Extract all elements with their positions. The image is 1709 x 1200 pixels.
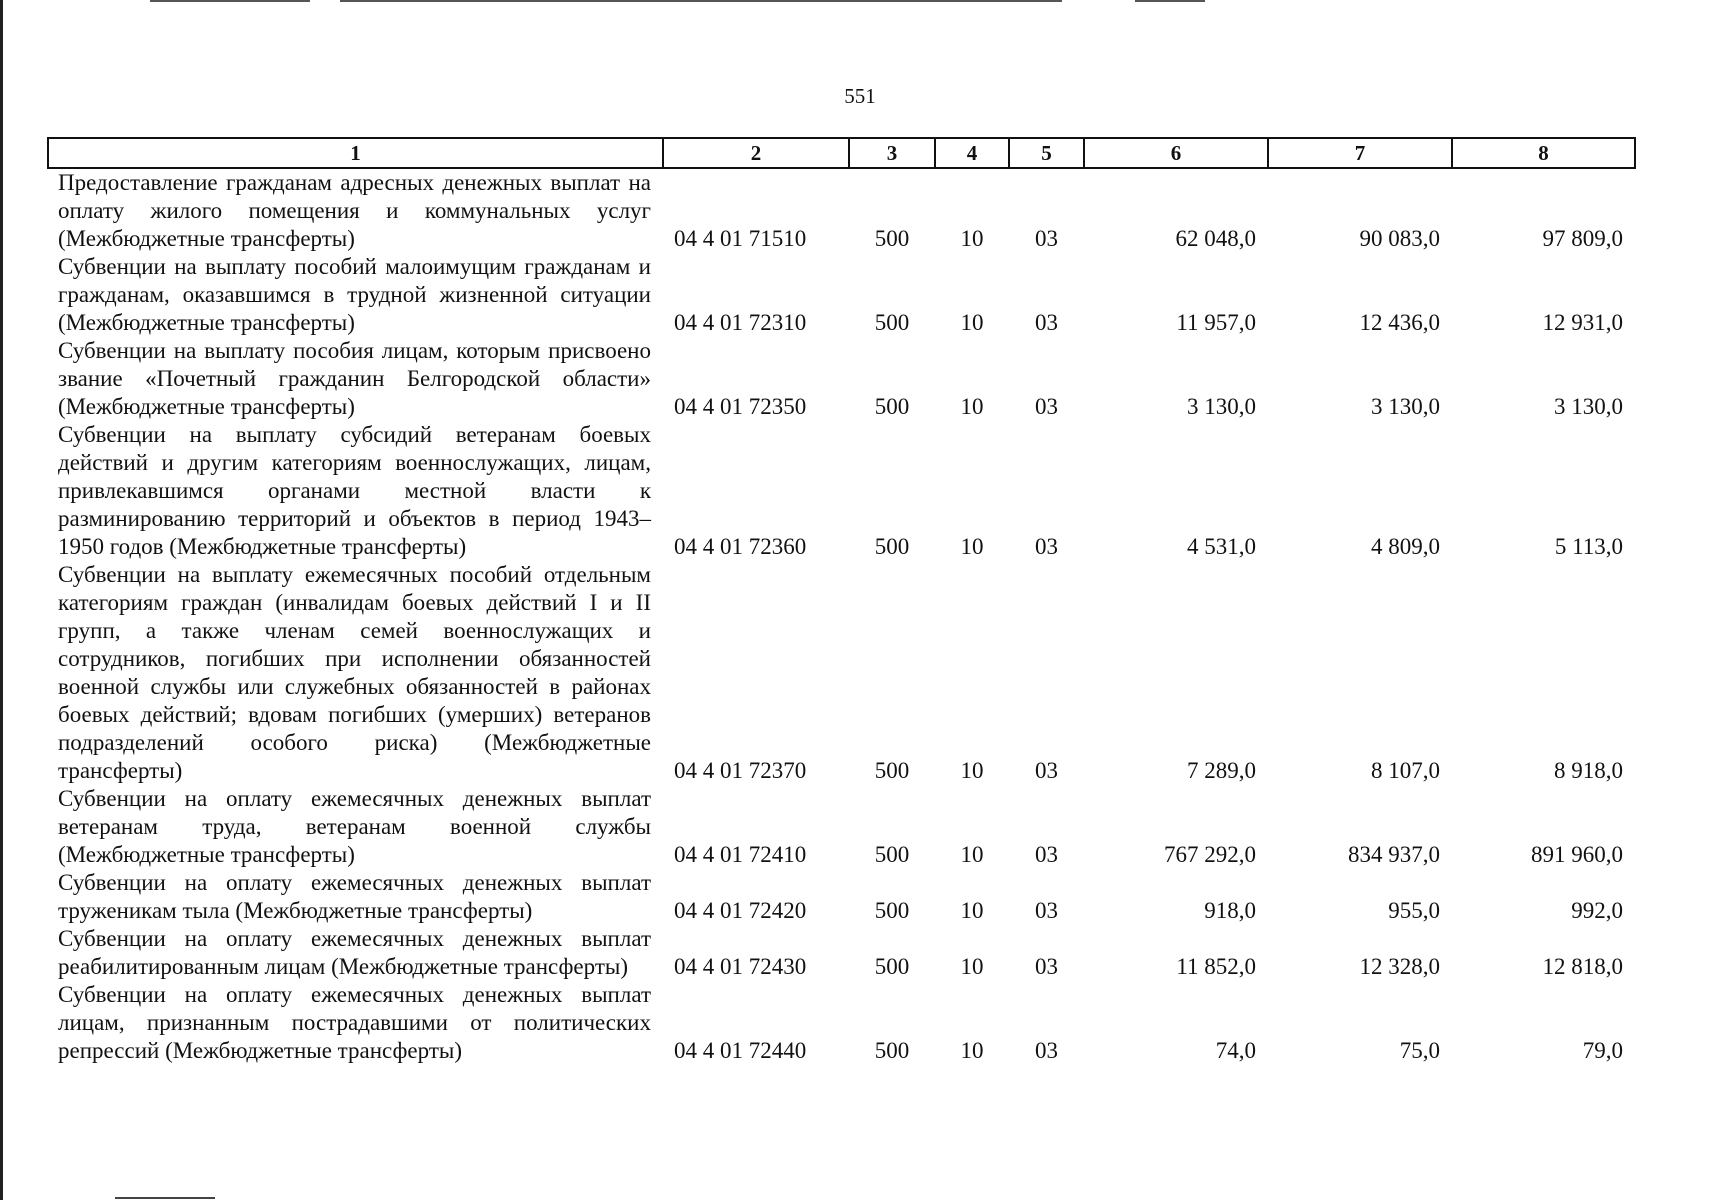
target-article-code: 04 4 01 72370	[674, 758, 807, 783]
subsection-code: 03	[1035, 534, 1058, 559]
amount-column-8: 992,0	[1571, 898, 1623, 923]
amount-column-6: 918,0	[1204, 898, 1256, 923]
amount-column-6: 4 531,0	[1187, 534, 1256, 559]
amount-column-6: 11 852,0	[1176, 954, 1256, 979]
expense-type-code: 500	[874, 534, 910, 559]
expense-type-code: 500	[874, 226, 910, 251]
amount-column-8: 8 918,0	[1554, 758, 1623, 783]
table-row	[48, 421, 1635, 561]
column-header: 6	[1084, 138, 1268, 168]
table-row	[48, 561, 1635, 785]
amount-column-8: 12 818,0	[1542, 954, 1623, 979]
row-description: Субвенции на выплату субсидий ветеранам боевых действий и другим категориям военнослужащих, лицам, привлекавшимся органами местной власти к разминированию территорий и объектов в период 1943–1950 годов (Межбюджетные трансферты)	[58, 422, 651, 559]
scan-bottom-mark	[115, 1197, 215, 1199]
expense-type-code: 500	[874, 954, 910, 979]
subsection-code: 03	[1035, 898, 1058, 923]
column-header: 7	[1268, 138, 1452, 168]
amount-column-6: 767 292,0	[1164, 842, 1256, 867]
amount-column-7: 834 937,0	[1348, 842, 1440, 867]
amount-column-6: 3 130,0	[1187, 394, 1256, 419]
row-description: Субвенции на выплату ежемесячных пособий отдельным категориям граждан (инвалидам боевых действий I и II групп, а также членам семей военнослужащих и сотрудников, погибших при исполнении обязанностей военной службы или служебных обязанностей в районах боевых действий; вдовам погибших (умерших) ветеранов подразделений особого риска) (Межбюджетные трансферты)	[58, 562, 651, 783]
row-description: Субвенции на выплату пособий малоимущим гражданам и гражданам, оказавшимся в трудной жизненной ситуации (Межбюджетные трансферты)	[58, 254, 651, 335]
amount-column-8: 3 130,0	[1554, 394, 1623, 419]
column-header: 2	[663, 138, 849, 168]
column-header: 3	[849, 138, 935, 168]
amount-column-6: 62 048,0	[1175, 226, 1256, 251]
scan-top-line-middle	[340, 0, 1062, 2]
table-row	[48, 869, 1635, 925]
amount-column-7: 12 328,0	[1359, 954, 1440, 979]
table-row	[48, 337, 1635, 421]
section-code: 10	[960, 898, 984, 923]
subsection-code: 03	[1035, 394, 1058, 419]
row-description: Субвенции на выплату пособия лицам, которым присвоено звание «Почетный гражданин Белгородской области» (Межбюджетные трансферты)	[58, 338, 651, 419]
table-row	[48, 785, 1635, 869]
amount-column-7: 75,0	[1399, 1038, 1440, 1063]
table-header-row	[48, 138, 1635, 168]
scan-top-line-right	[1135, 0, 1205, 2]
row-description: Субвенции на оплату ежемесячных денежных выплат лицам, признанным пострадавшими от политических репрессий (Межбюджетные трансферты)	[58, 982, 651, 1063]
amount-column-7: 3 130,0	[1371, 394, 1440, 419]
amount-column-8: 79,0	[1582, 1038, 1623, 1063]
scan-left-edge	[0, 0, 3, 1200]
column-header: 1	[48, 138, 663, 168]
subsection-code: 03	[1035, 758, 1058, 783]
section-code: 10	[960, 394, 984, 419]
page-number: 551	[844, 84, 876, 108]
target-article-code: 04 4 01 72350	[674, 394, 807, 419]
target-article-code: 04 4 01 72310	[674, 310, 807, 335]
amount-column-7: 4 809,0	[1371, 534, 1440, 559]
expense-type-code: 500	[874, 310, 910, 335]
target-article-code: 04 4 01 72410	[674, 842, 807, 867]
section-code: 10	[960, 842, 984, 867]
table-row	[48, 925, 1635, 981]
amount-column-7: 90 083,0	[1359, 226, 1440, 251]
row-description: Субвенции на оплату ежемесячных денежных выплат ветеранам труда, ветеранам военной службы (Межбюджетные трансферты)	[58, 786, 651, 867]
amount-column-7: 8 107,0	[1371, 758, 1440, 783]
table-row	[48, 168, 1635, 253]
subsection-code: 03	[1035, 226, 1058, 251]
section-code: 10	[960, 534, 984, 559]
column-header: 8	[1452, 138, 1635, 168]
amount-column-6: 7 289,0	[1187, 758, 1256, 783]
row-description: Субвенции на оплату ежемесячных денежных выплат реабилитированным лицам (Межбюджетные трансферты)	[58, 926, 651, 979]
amount-column-6: 74,0	[1215, 1038, 1256, 1063]
section-code: 10	[960, 226, 984, 251]
amount-column-8: 12 931,0	[1542, 310, 1623, 335]
expense-type-code: 500	[874, 1038, 910, 1063]
amount-column-7: 955,0	[1388, 898, 1440, 923]
expense-type-code: 500	[874, 898, 910, 923]
scan-top-line-left	[150, 0, 310, 2]
column-header: 4	[935, 138, 1009, 168]
subsection-code: 03	[1035, 1038, 1058, 1063]
expense-type-code: 500	[874, 394, 910, 419]
target-article-code: 04 4 01 72440	[674, 1038, 807, 1063]
subsection-code: 03	[1035, 842, 1058, 867]
section-code: 10	[960, 954, 984, 979]
target-article-code: 04 4 01 72420	[674, 898, 807, 923]
expense-type-code: 500	[874, 758, 910, 783]
row-description: Субвенции на оплату ежемесячных денежных выплат труженикам тыла (Межбюджетные трансферты)	[58, 870, 651, 923]
section-code: 10	[960, 310, 984, 335]
subsection-code: 03	[1035, 310, 1058, 335]
amount-column-8: 97 809,0	[1542, 226, 1623, 251]
amount-column-6: 11 957,0	[1176, 310, 1256, 335]
amount-column-7: 12 436,0	[1359, 310, 1440, 335]
row-description: Предоставление гражданам адресных денежных выплат на оплату жилого помещения и коммунальных услуг (Межбюджетные трансферты)	[58, 170, 651, 251]
budget-table	[47, 137, 1636, 1065]
amount-column-8: 891 960,0	[1531, 842, 1623, 867]
column-header: 5	[1009, 138, 1084, 168]
target-article-code: 04 4 01 71510	[674, 226, 807, 251]
target-article-code: 04 4 01 72360	[674, 534, 807, 559]
expense-type-code: 500	[874, 842, 910, 867]
table-row	[48, 253, 1635, 337]
target-article-code: 04 4 01 72430	[674, 954, 807, 979]
section-code: 10	[960, 758, 984, 783]
table-row	[48, 981, 1635, 1065]
section-code: 10	[960, 1038, 984, 1063]
subsection-code: 03	[1035, 954, 1058, 979]
amount-column-8: 5 113,0	[1554, 534, 1623, 559]
